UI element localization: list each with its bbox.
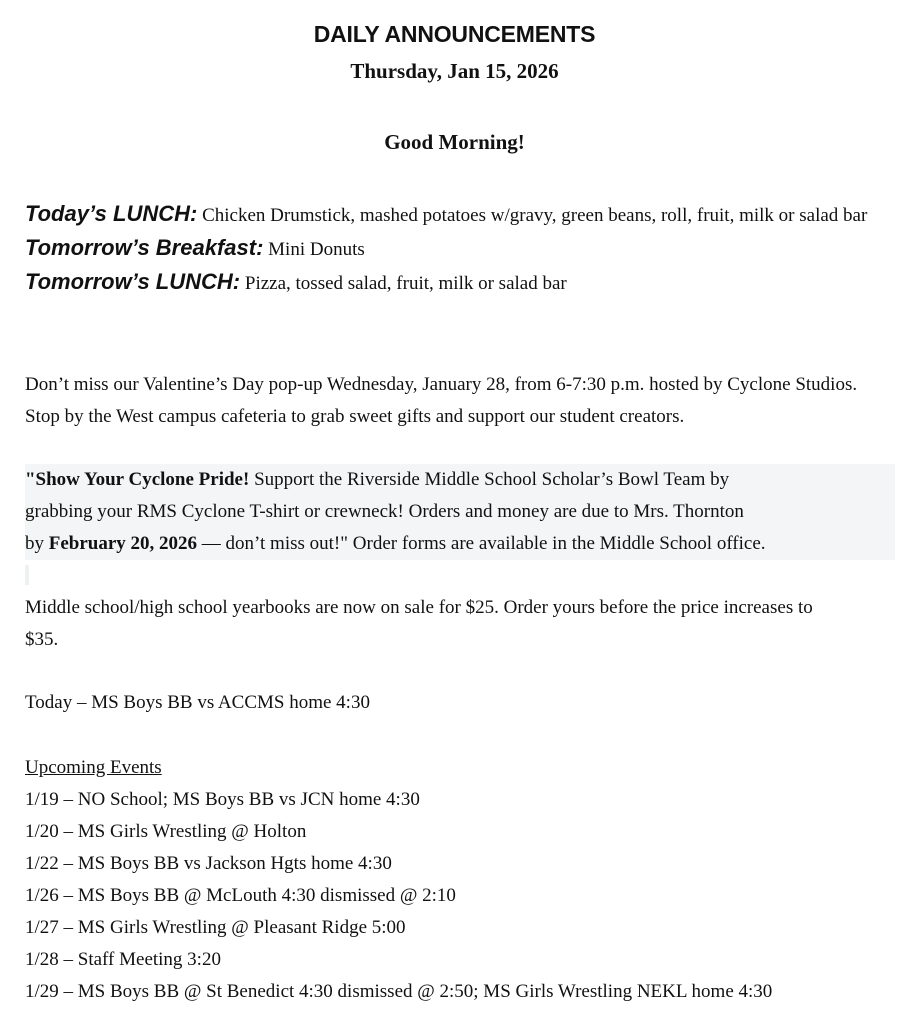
pride-line-1-text: Support the Riverside Middle School Scholar’s Bowl Team by — [249, 469, 730, 490]
page-title: DAILY ANNOUNCEMENTS — [313, 21, 596, 47]
pride-bold-lead: "Show Your Cyclone Pride! — [25, 469, 250, 490]
event-item: 1/20 – MS Girls Wrestling @ Holton — [25, 821, 307, 842]
event-item: 1/29 – MS Boys BB @ St Benedict 4:30 dismissed @ 2:50; MS Girls Wrestling NEKL home 4:30 — [25, 981, 773, 1002]
pride-announcement — [25, 464, 895, 560]
highlight-marker — [25, 565, 29, 585]
event-item: 1/28 – Staff Meeting 3:20 — [25, 949, 221, 970]
tomorrow-breakfast-label: Tomorrow’s Breakfast: — [25, 235, 264, 260]
valentine-announcement: Don’t miss our Valentine’s Day pop-up Wednesday, January 28, from 6-7:30 p.m. hosted by Cyclone Studios. Stop by the West campus cafeteria to grab sweet gifts and support our student creators. — [25, 374, 858, 427]
tomorrow-breakfast — [25, 232, 895, 266]
event-item: 1/19 – NO School; MS Boys BB vs JCN home 4:30 — [25, 789, 420, 810]
pride-line-2: grabbing your RMS Cyclone T-shirt or crewneck! Orders and money are due to Mrs. Thornton — [25, 496, 895, 528]
today-lunch-label: Today’s LUNCH: — [25, 201, 198, 226]
pride-line-3 — [25, 528, 895, 560]
yearbook-announcement: Middle school/high school yearbooks are now on sale for $25. Order yours before the price increases to $35. — [25, 597, 813, 650]
page-date: Thursday, Jan 15, 2026 — [350, 59, 559, 83]
pride-line-3-text: — don’t miss out!" Order forms are available in the Middle School office. — [197, 533, 766, 554]
event-item: 1/22 – MS Boys BB vs Jackson Hgts home 4:30 — [25, 853, 392, 874]
upcoming-events — [25, 752, 895, 1008]
today-lunch — [25, 198, 895, 232]
upcoming-heading: Upcoming Events — [25, 757, 162, 778]
event-item: 1/26 – MS Boys BB @ McLouth 4:30 dismissed @ 2:10 — [25, 885, 456, 906]
pride-line-1 — [25, 464, 895, 496]
pride-line-3-pre: by — [25, 533, 49, 554]
event-item: 1/27 – MS Girls Wrestling @ Pleasant Ridge 5:00 — [25, 917, 406, 938]
tomorrow-lunch-label: Tomorrow’s LUNCH: — [25, 269, 241, 294]
menu-section — [25, 198, 895, 300]
tomorrow-lunch — [25, 266, 895, 300]
pride-due-date: February 20, 2026 — [48, 533, 198, 554]
greeting: Good Morning! — [384, 130, 525, 154]
today-event: Today – MS Boys BB vs ACCMS home 4:30 — [25, 692, 370, 713]
tomorrow-lunch-text: Pizza, tossed salad, fruit, milk or salad bar — [240, 273, 567, 294]
today-lunch-text: Chicken Drumstick, mashed potatoes w/gravy, green beans, roll, fruit, milk or salad bar — [197, 205, 868, 226]
tomorrow-breakfast-text: Mini Donuts — [263, 239, 365, 260]
